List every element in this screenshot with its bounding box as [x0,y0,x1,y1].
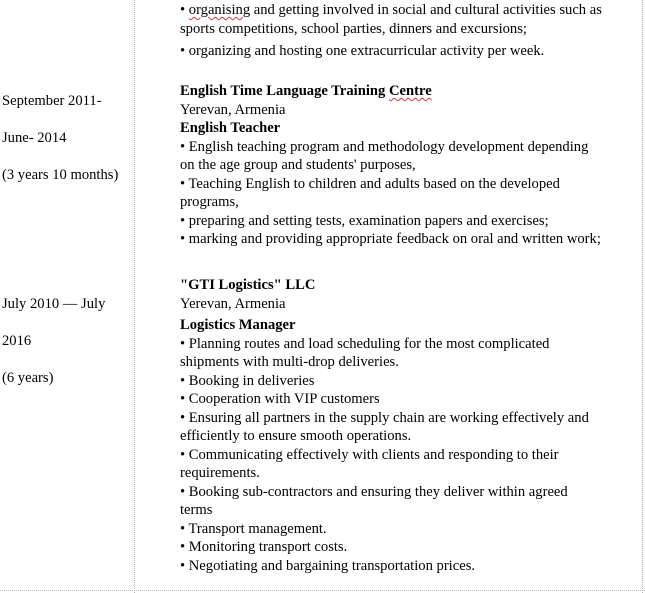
bullet-line: terms [180,502,213,518]
job-entry [180,82,642,249]
bullet-line: sports competitions, school parties, dinners and excursions; [180,20,527,37]
job-location: Yerevan, Armenia [180,295,286,312]
company-name: "GTI Logistics" LLC [180,277,316,293]
bullet-line: • Monitoring transport costs. [180,539,348,555]
bullet-line: • Cooperation with VIP customers [180,391,380,407]
bullet-line: • Transport management. [180,520,327,537]
bullet-line: requirements. [180,465,260,481]
bullet-line: • Negotiating and bargaining transportation prices. [180,557,476,574]
bullet-line: • organizing and hosting one extracurricular activity per week. [180,43,545,59]
job-entry [180,276,642,575]
spellcheck-word[interactable]: Centre [388,83,432,99]
bullet-line: efficiently to ensure smooth operations. [180,428,412,444]
bullet-line: • English teaching program and methodology development depending [180,138,589,155]
bullet-line: on the age group and students' purposes, [180,157,416,173]
bullet-line: • preparing and setting tests, examination papers and exercises; [180,212,549,229]
job-role: English Teacher [180,120,281,136]
bullet-line: • Planning routes and load scheduling for the most complicated [180,335,550,352]
bullet-line: programs, [180,194,239,210]
table-gridline-vertical [642,0,643,593]
bullet-line: • Teaching English to children and adults based on the developed [180,175,560,192]
top-section [180,1,642,61]
job-dates: July 2010 — July 2016 (6 years) [2,295,106,386]
job-dates: September 2011- June- 2014 (3 years 10 months) [2,92,119,183]
bullet-line: • marking and providing appropriate feedback on oral and written work; [180,231,601,247]
bullet-line: • Booking in deliveries [180,372,315,389]
bullet-line: • Booking sub-contractors and ensuring they deliver within agreed [180,483,568,500]
bullet-line: shipments with multi-drop deliveries. [180,354,399,370]
bullet-line: • Communicating effectively with clients and responding to their [180,446,559,463]
job-location: Yerevan, Armenia [180,101,286,118]
company-name: English Time Language Training Centre [180,83,432,99]
table-gridline-horizontal [0,590,645,591]
bullet-line: • organising and getting involved in social and cultural activities such as [180,2,602,18]
job-role: Logistics Manager [180,317,296,333]
bullet-line: • Ensuring all partners in the supply chain are working effectively and [180,409,589,426]
spellcheck-word[interactable]: organising [188,2,251,18]
table-gridline-vertical [134,0,135,593]
